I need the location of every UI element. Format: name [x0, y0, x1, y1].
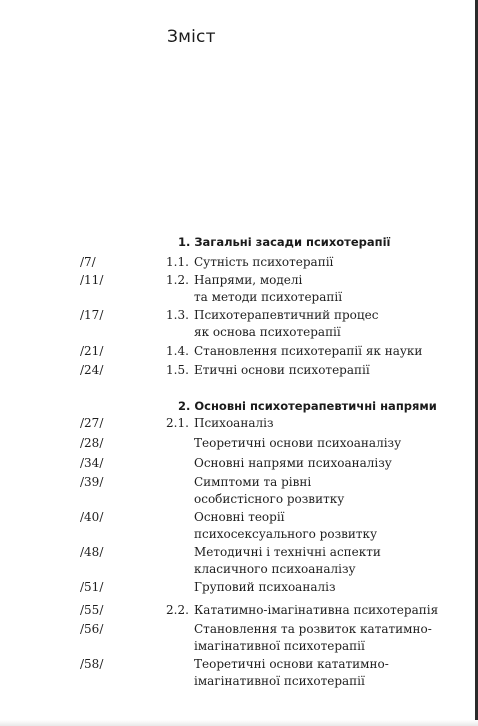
- toc-page-number: /27/: [80, 416, 104, 430]
- toc-entry-line: Теоретичні основи кататимно-: [194, 657, 389, 671]
- toc-entry-line: Основні напрями психоаналізу: [194, 456, 392, 470]
- toc-entry-number: 2.2.: [166, 603, 189, 617]
- toc-entry-title: [194, 602, 438, 619]
- toc-entry-title: [194, 544, 381, 578]
- toc-entry-number: 2.1.: [166, 416, 189, 430]
- toc-entry-title: [194, 474, 344, 508]
- toc-page-number: /28/: [80, 436, 104, 450]
- toc-entry-line: Становлення та розвиток кататимно-: [194, 622, 432, 636]
- toc-entry-line: Основні теорії: [194, 510, 285, 524]
- toc-entry-number: 1.1.: [166, 255, 189, 269]
- toc-page-number: /21/: [80, 344, 104, 358]
- toc-page-number: /48/: [80, 545, 104, 559]
- toc-page-number: /56/: [80, 622, 104, 636]
- toc-entry-title: [194, 362, 370, 379]
- section-heading: 1. Загальні засади психотерапії: [178, 235, 391, 249]
- toc-entry-title: [194, 621, 432, 655]
- section-heading: 2. Основні психотерапевтичні напрями: [178, 399, 437, 413]
- page-title: Зміст: [167, 27, 216, 47]
- toc-entry-line: імагінативної психотерапії: [194, 674, 365, 688]
- toc-entry-title: [194, 656, 389, 690]
- toc-entry-title: [194, 509, 377, 543]
- toc-entry-line: класичного психоаналізу: [194, 562, 356, 576]
- toc-entry-line: як основа психотерапії: [194, 325, 341, 339]
- toc-entry-line: та методи психотерапії: [194, 290, 343, 304]
- toc-entry-line: Кататимно-імагінативна психотерапія: [194, 603, 439, 617]
- toc-page-number: /34/: [80, 456, 104, 470]
- toc-page-number: /39/: [80, 475, 104, 489]
- toc-page-number: /40/: [80, 510, 104, 524]
- toc-entry-line: Становлення психотерапії як науки: [194, 344, 423, 358]
- toc-entry-line: особистісного розвитку: [194, 492, 345, 506]
- toc-page-number: /51/: [80, 580, 104, 594]
- toc-entry-number: 1.5.: [166, 363, 189, 377]
- toc-page-number: /17/: [80, 308, 104, 322]
- toc-page-number: /55/: [80, 603, 104, 617]
- toc-entry-title: [194, 455, 392, 472]
- toc-entry-title: [194, 415, 274, 432]
- page-bottom-shade: [0, 720, 478, 726]
- toc-entry-line: Етичні основи психотерапії: [194, 363, 370, 377]
- toc-entry-title: [194, 254, 333, 271]
- toc-page-number: /58/: [80, 657, 104, 671]
- toc-entry-line: Психотерапевтичний процес: [194, 308, 379, 322]
- toc-entry-title: [194, 435, 401, 452]
- toc-page-number: /24/: [80, 363, 104, 377]
- toc-entry-line: Теоретичні основи психоаналізу: [194, 436, 402, 450]
- toc-entry-title: [194, 343, 422, 360]
- toc-page-number: /11/: [80, 273, 104, 287]
- toc-page-number: /7/: [80, 255, 96, 269]
- toc-entry-title: [194, 272, 342, 306]
- toc-entry-line: Симптоми та рівні: [194, 475, 312, 489]
- toc-entry-line: Сутність психотерапії: [194, 255, 334, 269]
- toc-entry-number: 1.2.: [166, 273, 189, 287]
- toc-entry-line: Методичні і технічні аспекти: [194, 545, 381, 559]
- toc-entry-line: Груповий психоаналіз: [194, 580, 336, 594]
- toc-entry-title: [194, 579, 336, 596]
- toc-entry-title: [194, 307, 378, 341]
- toc-entry-number: 1.4.: [166, 344, 189, 358]
- toc-entry-line: імагінативної психотерапії: [194, 639, 365, 653]
- toc-entry-line: Психоаналіз: [194, 416, 274, 430]
- toc-entry-line: психосексуального розвитку: [194, 527, 378, 541]
- toc-entry-number: 1.3.: [166, 308, 189, 322]
- toc-entry-line: Напрями, моделі: [194, 273, 303, 287]
